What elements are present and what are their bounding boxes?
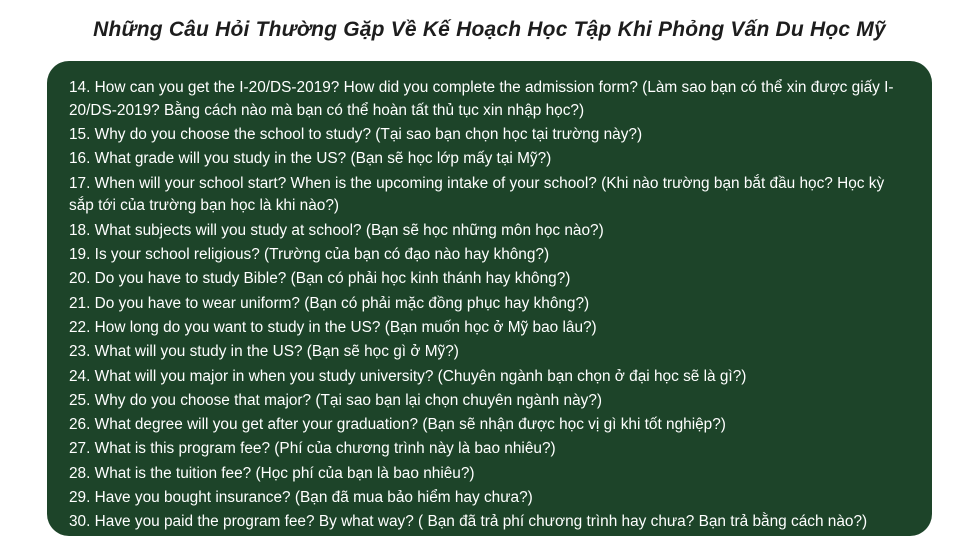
- list-item: 21. Do you have to wear uniform? (Bạn có phải mặc đồng phục hay không?): [69, 294, 590, 312]
- list-item: 14. How can you get the I-20/DS-2019? How did you complete the admission form? (Làm sao bạn có thể xin được giấy I-20/DS-2019? Bằng cách nào mà bạn có thể hoàn tất thủ tục xin nhập học?): [69, 79, 894, 119]
- list-item: 20. Do you have to study Bible? (Bạn có phải học kinh thánh hay không?): [69, 270, 571, 288]
- list-item: 19. Is your school religious? (Trường của bạn có đạo nào hay không?): [69, 246, 550, 264]
- questions-card: [47, 61, 932, 536]
- questions-list: [69, 77, 908, 534]
- list-item: 23. What will you study in the US? (Bạn sẽ học gì ở Mỹ?): [69, 343, 459, 361]
- list-item: 17. When will your school start? When is the upcoming intake of your school? (Khi nào trường bạn bắt đầu học? Học kỳ sắp tới của trường bạn học là khi nào?): [69, 174, 885, 215]
- page-title: Những Câu Hỏi Thường Gặp Về Kế Hoạch Học Tập Khi Phỏng Vấn Du Học Mỹ: [93, 18, 886, 41]
- list-item: 26. What degree will you get after your graduation? (Bạn sẽ nhận được học vị gì khi tốt nghiệp?): [69, 416, 726, 434]
- list-item: 25. Why do you choose that major? (Tại sao bạn lại chọn chuyên ngành này?): [69, 391, 603, 409]
- list-item: 15. Why do you choose the school to study? (Tại sao bạn chọn học tại trường này?): [69, 126, 643, 144]
- list-item: 30. Have you paid the program fee? By what way? ( Bạn đã trả phí chương trình hay chưa? Bạn trả bằng cách nào?): [69, 513, 868, 531]
- list-item: 24. What will you major in when you study university? (Chuyên ngành bạn chọn ở đại học sẽ là gì?): [69, 367, 747, 385]
- list-item: 16. What grade will you study in the US? (Bạn sẽ học lớp mấy tại Mỹ?): [69, 150, 552, 168]
- list-item: 22. How long do you want to study in the US? (Bạn muốn học ở Mỹ bao lâu?): [69, 318, 597, 336]
- list-item: 18. What subjects will you study at school? (Bạn sẽ học những môn học nào?): [69, 221, 604, 239]
- list-item: 27. What is this program fee? (Phí của chương trình này là bao nhiêu?): [69, 440, 556, 458]
- list-item: 28. What is the tuition fee? (Học phí của bạn là bao nhiêu?): [69, 464, 475, 482]
- list-item: 29. Have you bought insurance? (Bạn đã mua bảo hiểm hay chưa?): [69, 489, 533, 507]
